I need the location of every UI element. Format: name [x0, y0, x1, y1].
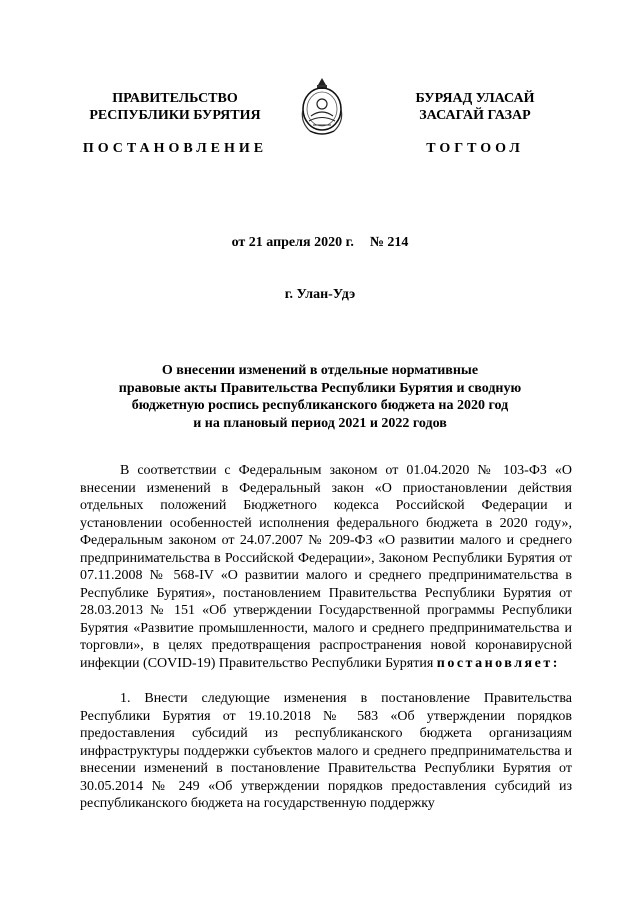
issuer-line: ПРАВИТЕЛЬСТВО	[112, 91, 238, 106]
document-title	[100, 362, 540, 432]
document-body	[80, 462, 572, 813]
title-line: правовые акты Правительства Республики Бурятия и сводную	[118, 380, 522, 396]
title-line: О внесении изменений в отдельные нормативные	[161, 363, 479, 378]
preamble-text: В соответствии с Федеральным законом от 01.04.2020 № 103-ФЗ «О внесении изменений в Федеральный закон «О приостановлении действия отдельных положений Бюджетного кодекса Российской Федерации и установлении особенностей исполнения федерального бюджета в 2020 году», Федеральным законом от 24.07.2007 № 209-ФЗ «О развитии малого и среднего предпринимательства в Российской Федерации», Законом Республики Бурятия от 07.11.2008 № 568-IV «О развитии малого и среднего предпринимательства в Республике Бурятия», постановлением Правительства Республики Бурятия от 28.03.2013 № 151 «Об утверждении Государственной программы Республики Бурятия «Развитие промышленности, малого и среднего предпринимательства и торговли», в целях предотвращения распространения новой коронавирусной инфекции (COVID-19) Правительство Республики Бурятия	[80, 463, 572, 671]
title-line: и на плановый период 2021 и 2022 годов	[193, 415, 447, 431]
document-date: от 21 апреля 2020 г.	[231, 235, 354, 250]
document-kind-buryat: ТОГТООЛ	[426, 141, 524, 156]
issuer-name-russian	[80, 90, 270, 124]
item-1-paragraph: 1. Внести следующие изменения в постановление Правительства Республики Бурятия от 19.10.2018 № 583 «Об утверждении порядков предоставления субсидий из республиканского бюджета организациям инфраструктуры поддержки субъектов малого и среднего предпринимательства и внесении изменений в постановление Правительства Республики Бурятия от 30.05.2014 № 249 «Об утверждении порядков предоставления субсидий из республиканского бюджета на государственную поддержку	[80, 691, 572, 811]
title-line: бюджетную роспись республиканского бюджета на 2020 год	[131, 398, 509, 413]
document-kind-russian: ПОСТАНОВЛЕНИЕ	[82, 141, 268, 156]
coat-of-arms-emblem	[297, 76, 347, 138]
document-city: г. Улан-Удэ	[284, 287, 356, 302]
issuer-line: ЗАСАГАЙ ГАЗАР	[419, 108, 531, 123]
preamble-paragraph	[80, 462, 572, 672]
document-date-number	[0, 235, 640, 251]
issuer-name-buryat	[380, 90, 570, 124]
issuer-line: БУРЯАД УЛАСАЙ	[415, 91, 535, 106]
document-number: № 214	[369, 235, 409, 250]
issuer-line: РЕСПУБЛИКИ БУРЯТИЯ	[89, 108, 261, 123]
decree-word: постановляет:	[436, 655, 560, 671]
